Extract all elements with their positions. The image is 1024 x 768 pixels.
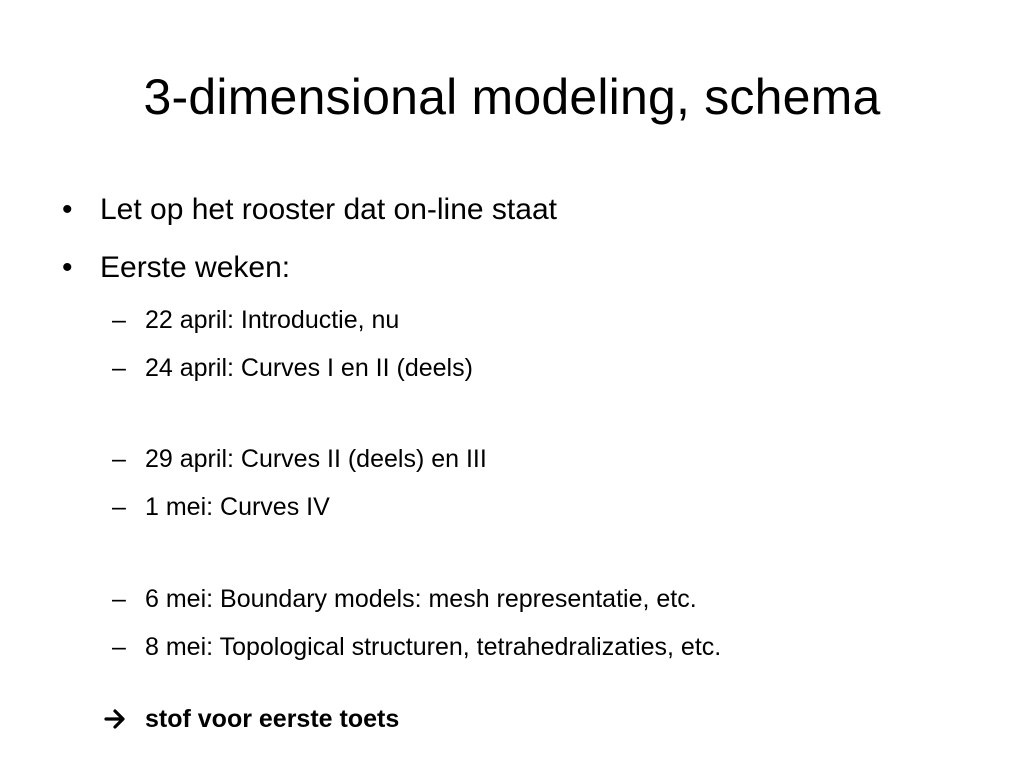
bullet-marker: • bbox=[62, 251, 73, 284]
sub-item-text: 24 april: Curves I en II (deels) bbox=[145, 354, 473, 382]
bullet-text: Let op het rooster dat on-line staat bbox=[100, 193, 557, 226]
bullet-text: Eerste weken: bbox=[100, 251, 291, 284]
sub-item-marker: – bbox=[112, 445, 126, 473]
right-arrow-icon bbox=[104, 702, 128, 736]
bullet-marker: • bbox=[62, 193, 73, 226]
sub-item-marker: – bbox=[112, 354, 126, 382]
sub-item-text: 6 mei: Boundary models: mesh representatie, etc. bbox=[145, 585, 697, 613]
sub-item-marker: – bbox=[112, 306, 126, 334]
conclusion-text: stof voor eerste toets bbox=[145, 705, 400, 733]
sub-item-text: 29 april: Curves II (deels) en III bbox=[145, 445, 487, 473]
slide-title: 3-dimensional modeling, schema bbox=[143, 69, 881, 125]
sub-item-text: 8 mei: Topological structuren, tetrahedralizaties, etc. bbox=[145, 633, 722, 661]
sub-item-marker: – bbox=[112, 493, 126, 521]
sub-item-marker: – bbox=[112, 585, 126, 613]
sub-item-marker: – bbox=[112, 633, 126, 661]
sub-item-text: 1 mei: Curves IV bbox=[145, 493, 330, 521]
sub-item-text: 22 april: Introductie, nu bbox=[145, 306, 400, 334]
